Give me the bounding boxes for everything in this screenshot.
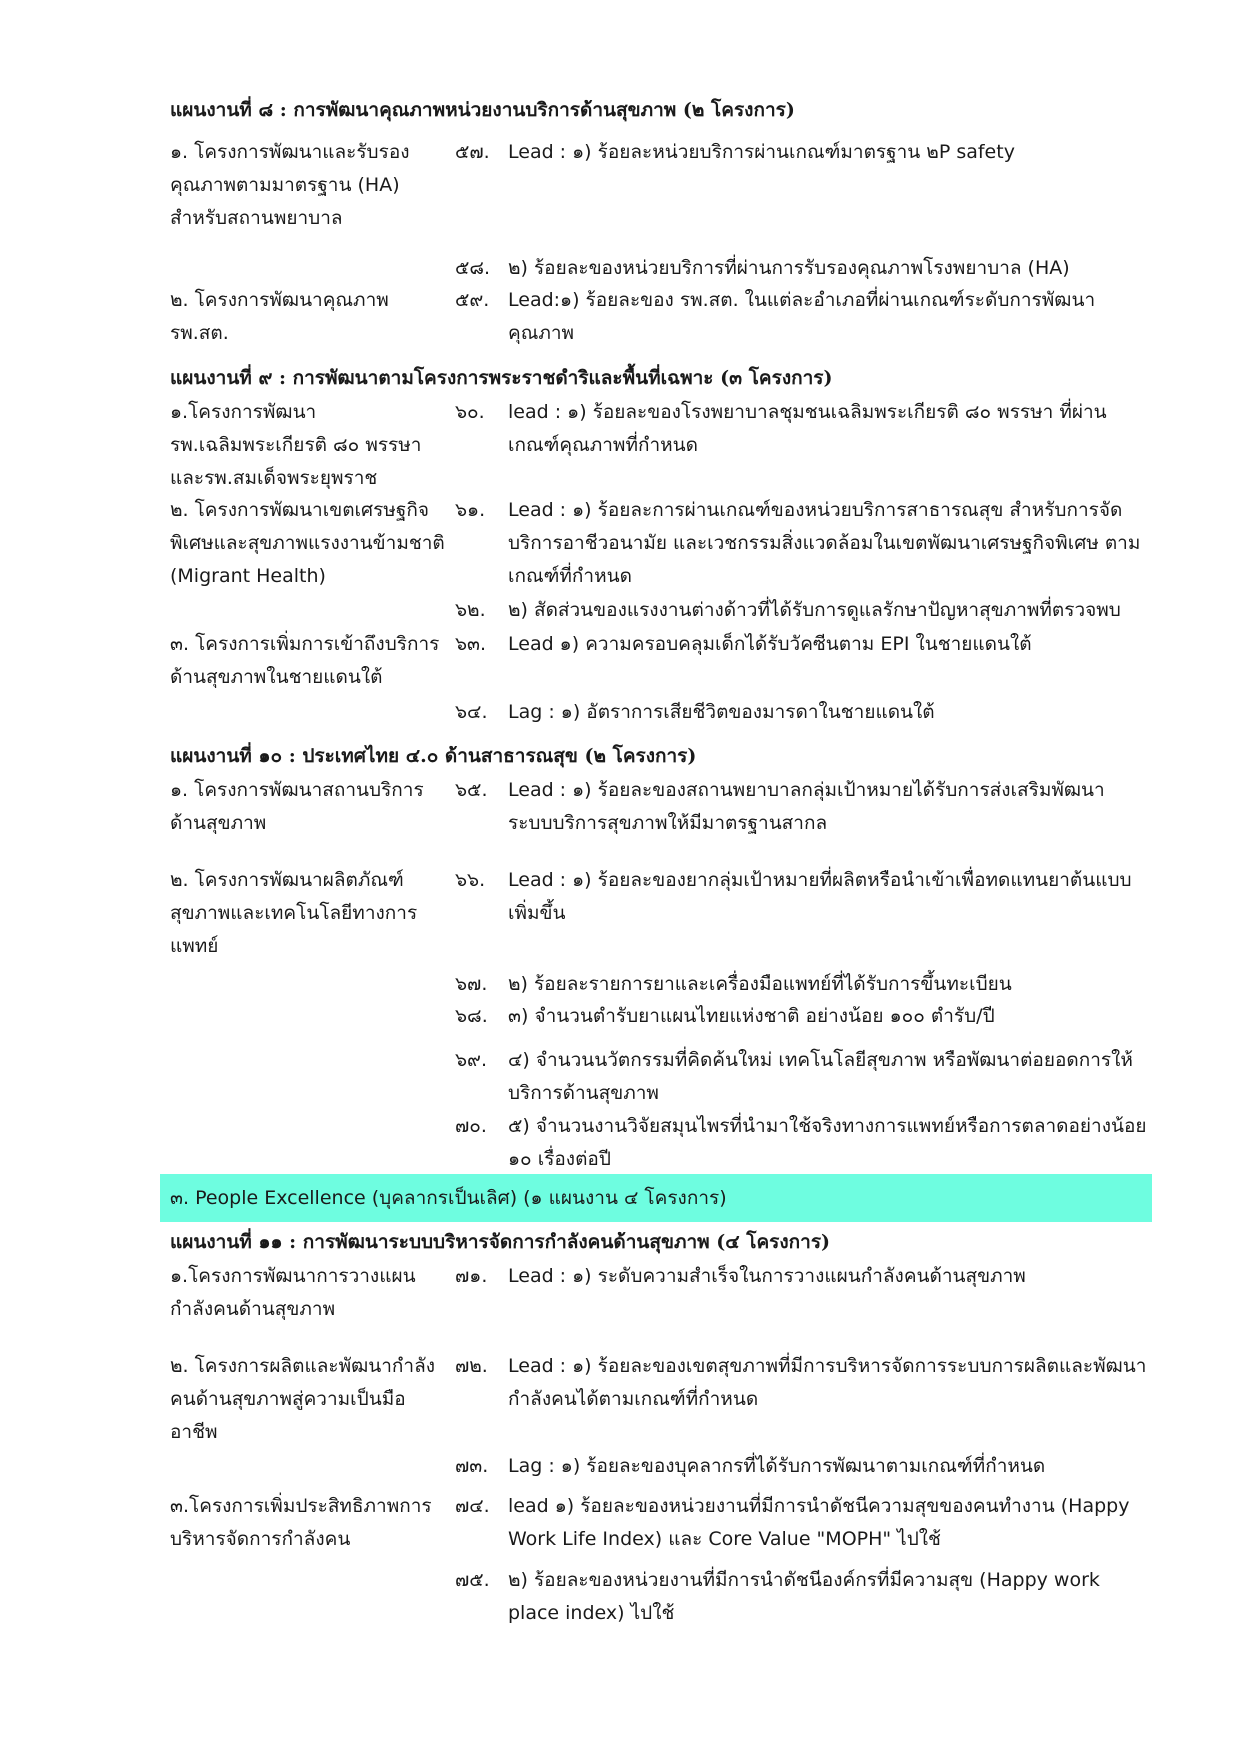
plan10-project2-title: ๒. โครงการพัฒนาผลิตภัณฑ์สุขภาพและเทคโนโลยีทางการแพทย์ <box>170 869 418 957</box>
indicator-text-68: ๓) จำนวนตำรับยาแผนไทยแห่งชาติ อย่างน้อย ๑๐๐ ตำรับ/ปี <box>508 1005 995 1027</box>
indicator-number-67: ๖๗. <box>455 973 488 995</box>
plan8-heading: แผนงานที่ ๘ : การพัฒนาคุณภาพหน่วยงานบริการด้านสุขภาพ (๒ โครงการ) <box>170 99 795 121</box>
plan9-project1-title: ๑.โครงการพัฒนา รพ.เฉลิมพระเกียรติ ๘๐ พรรษา และรพ.สมเด็จพระยุพราช <box>170 401 422 489</box>
indicator-text-63: Lead ๑) ความครอบคลุมเด็กได้รับวัคซีนตาม EPI ในชายแดนใต้ <box>508 633 1032 655</box>
indicator-text-69: ๔) จำนวนนวัตกรรมที่คิดค้นใหม่ เทคโนโลยีสุขภาพ หรือพัฒนาต่อยอดการให้บริการด้านสุขภาพ <box>508 1049 1133 1104</box>
plan11-heading: แผนงานที่ ๑๑ : การพัฒนาระบบบริหารจัดการกำลังคนด้านสุขภาพ (๔ โครงการ) <box>170 1231 831 1253</box>
indicator-text-60: lead : ๑) ร้อยละของโรงพยาบาลชุมชนเฉลิมพระเกียรติ ๘๐ พรรษา ที่ผ่านเกณฑ์คุณภาพที่กำหนด <box>508 401 1107 456</box>
indicator-number-75: ๗๕. <box>455 1569 490 1591</box>
indicator-number-73: ๗๓. <box>455 1455 489 1477</box>
indicator-number-74: ๗๔. <box>455 1495 490 1517</box>
indicator-number-60: ๖๐. <box>455 401 485 423</box>
indicator-number-69: ๖๙. <box>455 1049 488 1071</box>
indicator-text-58: ๒) ร้อยละของหน่วยบริการที่ผ่านการรับรองคุณภาพโรงพยาบาล (HA) <box>508 257 1070 279</box>
indicator-text-62: ๒) สัดส่วนของแรงงานต่างด้าวที่ได้รับการดูแลรักษาปัญหาสุขภาพที่ตรวจพบ <box>508 599 1121 621</box>
indicator-text-64: Lag : ๑) อัตราการเสียชีวิตของมารดาในชายแดนใต้ <box>508 701 935 723</box>
indicator-number-58: ๕๘. <box>455 257 491 279</box>
indicator-number-66: ๖๖. <box>455 869 486 891</box>
indicator-text-61: Lead : ๑) ร้อยละการผ่านเกณฑ์ของหน่วยบริการสาธารณสุข สำหรับการจัดบริการอาชีวอนามัย และเวชกรรมสิ่งแวดล้อมในเขตพัฒนาเศรษฐกิจพิเศษ ตามเกณฑ์ที่กำหนด <box>508 499 1141 587</box>
plan9-heading: แผนงานที่ ๙ : การพัฒนาตามโครงการพระราชดำริและพื้นที่เฉพาะ (๓ โครงการ) <box>170 367 833 389</box>
indicator-text-72: Lead : ๑) ร้อยละของเขตสุขภาพที่มีการบริหารจัดการระบบการผลิตและพัฒนากำลังคนได้ตามเกณฑ์ที่กำหนด <box>508 1355 1147 1410</box>
plan10-project1-title: ๑. โครงการพัฒนาสถานบริการด้านสุขภาพ <box>170 779 424 834</box>
indicator-number-62: ๖๒. <box>455 599 486 621</box>
plan8-project1-title: ๑. โครงการพัฒนาและรับรองคุณภาพตามมาตรฐาน (HA) สำหรับสถานพยาบาล <box>170 141 410 229</box>
indicator-number-57: ๕๗. <box>455 141 490 163</box>
plan9-project2-title: ๒. โครงการพัฒนาเขตเศรษฐกิจพิเศษและสุขภาพแรงงานข้ามชาติ (Migrant Health) <box>170 499 445 587</box>
plan11-project2-title: ๒. โครงการผลิตและพัฒนากำลังคนด้านสุขภาพสู่ความเป็นมืออาชีพ <box>170 1355 436 1443</box>
indicator-number-61: ๖๑. <box>455 499 486 521</box>
plan9-project3-title: ๓. โครงการเพิ่มการเข้าถึงบริการด้านสุขภาพในชายแดนใต้ <box>170 633 440 688</box>
plan8-project2-title: ๒. โครงการพัฒนาคุณภาพ รพ.สต. <box>170 289 389 344</box>
indicator-text-74: lead ๑) ร้อยละของหน่วยงานที่มีการนำดัชนีความสุขของคนทำงาน (Happy Work Life Index) และ Core Value "MOPH" ไปใช้ <box>508 1495 1130 1550</box>
indicator-number-59: ๕๙. <box>455 289 490 311</box>
indicator-number-70: ๗๐. <box>455 1115 487 1137</box>
indicator-text-67: ๒) ร้อยละรายการยาและเครื่องมือแพทย์ที่ได้รับการขึ้นทะเบียน <box>508 973 1012 995</box>
indicator-number-72: ๗๒. <box>455 1355 488 1377</box>
indicator-text-66: Lead : ๑) ร้อยละของยากลุ่มเป้าหมายที่ผลิตหรือนำเข้าเพื่อทดแทนยาต้นแบบเพิ่มขึ้น <box>508 869 1132 924</box>
indicator-text-65: Lead : ๑) ร้อยละของสถานพยาบาลกลุ่มเป้าหมายได้รับการส่งเสริมพัฒนาระบบบริการสุขภาพให้มีมาตรฐานสากล <box>508 779 1105 834</box>
indicator-text-57: Lead : ๑) ร้อยละหน่วยบริการผ่านเกณฑ์มาตรฐาน ๒P safety <box>508 141 1015 163</box>
indicator-number-65: ๖๕. <box>455 779 488 801</box>
indicator-text-71: Lead : ๑) ระดับความสำเร็จในการวางแผนกำลังคนด้านสุขภาพ <box>508 1265 1026 1287</box>
indicator-number-64: ๖๔. <box>455 701 488 723</box>
indicator-text-73: Lag : ๑) ร้อยละของบุคลากรที่ได้รับการพัฒนาตามเกณฑ์ที่กำหนด <box>508 1455 1046 1477</box>
indicator-number-63: ๖๓. <box>455 633 487 655</box>
indicator-text-70: ๕) จำนวนงานวิจัยสมุนไพรที่นำมาใช้จริงทางการแพทย์หรือการตลาดอย่างน้อย ๑๐ เรื่องต่อปี <box>508 1115 1147 1170</box>
plan11-project1-title: ๑.โครงการพัฒนาการวางแผนกำลังคนด้านสุขภาพ <box>170 1265 416 1320</box>
plan11-project3-title: ๓.โครงการเพิ่มประสิทธิภาพการบริหารจัดการกำลังคน <box>170 1495 432 1550</box>
indicator-text-59: Lead:๑) ร้อยละของ รพ.สต. ในแต่ละอำเภอที่ผ่านเกณฑ์ระดับการพัฒนาคุณภาพ <box>508 289 1096 344</box>
section-band-title: ๓. People Excellence (บุคลากรเป็นเลิศ) (๑ แผนงาน ๔ โครงการ) <box>170 1187 727 1209</box>
indicator-number-71: ๗๑. <box>455 1265 488 1287</box>
indicator-text-75: ๒) ร้อยละของหน่วยงานที่มีการนำดัชนีองค์กรที่มีความสุข (Happy work place index) ไปใช้ <box>508 1569 1100 1624</box>
indicator-number-68: ๖๘. <box>455 1005 488 1027</box>
plan10-heading: แผนงานที่ ๑๐ : ประเทศไทย ๔.๐ ด้านสาธารณสุข (๒ โครงการ) <box>170 745 697 767</box>
